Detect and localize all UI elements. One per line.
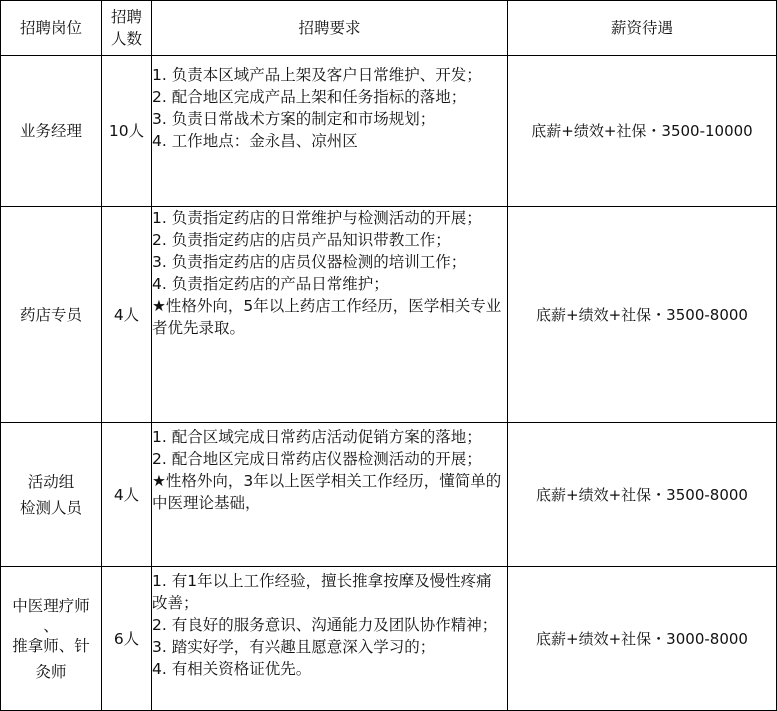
salary-text: 底薪+绩效+社保・3500-8000 xyxy=(536,485,748,504)
requirements-cell xyxy=(152,56,508,207)
header-salary: 薪资待遇 xyxy=(508,1,777,56)
requirements-cell xyxy=(152,567,508,711)
requirement-note: ★性格外向，3年以上医学相关工作经历，懂简单的中医理论基础， xyxy=(152,472,502,512)
requirement-item: 3. 踏实好学，有兴趣且愿意深入学习的； xyxy=(152,638,436,656)
requirement-item: 3. 负责指定药店的店员仪器检测的培训工作； xyxy=(152,253,467,271)
salary-text: 底薪+绩效+社保・3000-8000 xyxy=(536,629,748,648)
hire-count: 10人 xyxy=(108,122,145,140)
position-name-line: 检测人员 xyxy=(19,498,82,517)
table-row xyxy=(1,423,777,567)
requirement-item: 1. 配合区域完成日常药店活动促销方案的落地； xyxy=(152,428,482,446)
position-cell xyxy=(1,423,102,567)
count-cell xyxy=(102,207,152,423)
count-cell xyxy=(102,423,152,567)
requirement-item: 3. 负责日常战术方案的制定和市场规划； xyxy=(152,110,436,128)
position-name-line: 推拿师、针 xyxy=(12,636,90,655)
requirement-item: 1. 负责本区域产品上架及客户日常维护、开发； xyxy=(152,66,482,84)
requirement-item: 1. 有1年以上工作经验，擅长推拿按摩及慢性疼痛改善； xyxy=(152,572,492,612)
requirement-item: 2. 负责指定药店的店员产品知识带教工作； xyxy=(152,231,451,249)
header-row xyxy=(1,1,777,56)
header-count-text: 招聘人数 xyxy=(110,8,142,48)
count-cell xyxy=(102,56,152,207)
position-cell xyxy=(1,207,102,423)
count-cell xyxy=(102,567,152,711)
hire-count: 4人 xyxy=(113,305,140,324)
salary-text: 底薪+绩效+社保・3500-10000 xyxy=(531,122,753,140)
requirements-cell xyxy=(152,207,508,423)
requirement-item: 4. 负责指定药店的产品日常维护； xyxy=(152,275,389,293)
requirements-cell xyxy=(152,423,508,567)
hire-count: 4人 xyxy=(113,485,140,504)
requirement-item: 2. 配合地区完成产品上架和任务指标的落地； xyxy=(152,88,467,106)
salary-text: 底薪+绩效+社保・3500-8000 xyxy=(536,305,748,324)
position-name-line: 活动组 xyxy=(27,472,75,491)
position-cell xyxy=(1,56,102,207)
requirement-item: 2. 配合地区完成日常药店仪器检测活动的开展； xyxy=(152,450,482,468)
position-name-line: 中医理疗师 xyxy=(12,596,90,615)
position-name-line: 灸师 xyxy=(35,662,67,681)
table-row xyxy=(1,56,777,207)
position-name-line: 、 xyxy=(43,616,59,635)
requirement-item: 2. 有良好的服务意识、沟通能力及团队协作精神； xyxy=(152,616,498,634)
position-name: 药店专员 xyxy=(19,305,82,324)
header-requirements: 招聘要求 xyxy=(152,1,508,56)
position-name: 业务经理 xyxy=(19,122,82,140)
table-row xyxy=(1,207,777,423)
header-position: 招聘岗位 xyxy=(1,1,102,56)
requirement-note: ★性格外向，5年以上药店工作经历，医学相关专业者优先录取。 xyxy=(152,297,502,337)
requirement-item: 4. 有相关资格证优先。 xyxy=(152,660,312,678)
table-row xyxy=(1,567,777,711)
requirement-item: 1. 负责指定药店的日常维护与检测活动的开展； xyxy=(152,209,482,227)
salary-cell xyxy=(508,56,777,207)
salary-cell xyxy=(508,567,777,711)
hire-count: 6人 xyxy=(113,629,140,648)
salary-cell xyxy=(508,207,777,423)
position-cell xyxy=(1,567,102,711)
salary-cell xyxy=(508,423,777,567)
header-count xyxy=(102,1,152,56)
requirement-item: 4. 工作地点：金永昌、凉州区 xyxy=(152,132,358,150)
